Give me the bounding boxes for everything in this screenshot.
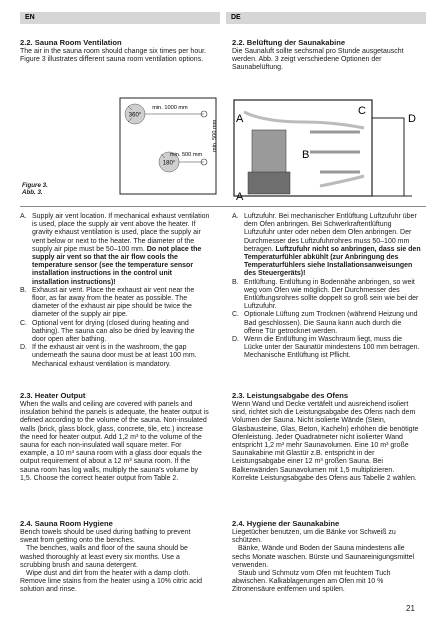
en-list-item-d: D. If the exhaust air vent is in the washroom, the gap underneath the sauna door must be at least 100 mm. Mechanical exhaust ventilation is mandatory.: [20, 344, 197, 368]
label-b: B: [302, 149, 310, 161]
de-heading-2-2: 2.2. Belüftung der Saunakabine: [232, 38, 346, 47]
divider-line: [20, 206, 426, 207]
dim-500-b: min. 500 mm: [212, 119, 218, 152]
figure-caption-de: Abb. 3.: [22, 189, 43, 196]
ventilation-diagram: [20, 92, 426, 202]
de-list-item-a: A. Luftzufuhr. Bei mechanischer Entlüftung Luftzufuhr über dem Ofen anbringen. Bei Schwerkraftentlüftung Luftzufuhr unter oder neben dem Ofen anbringen. Der Durchmesser des Luftzufuhrrohres muss 50–100 mm betragen. Luftzufuhr nicht so anbringen, dass sie den Temperaturfühler abkühlt (zur Anbringung des Temperaturfühlers siehe Installationsanweisungen des Steuergeräts)!: [232, 213, 421, 278]
de-list-item-c: C. Optionale Lüftung zum Trocknen (während Heizung und Bad geschlossen). Die Sauna kann auch durch die offene Tür getrocknet werden.: [232, 311, 418, 335]
en-list-item-c: C. Optional vent for drying (closed during heating and bathing). The sauna can also be dried by leaving the door open after bathing.: [20, 319, 195, 344]
label-a: A: [236, 113, 244, 125]
en-list-item-a: A. Supply air vent location. If mechanical exhaust ventilation is used, place the supply air vent above the heater. If gravity exhaust ventilation is used, place the supply air vent below or next to the heater. The diameter of the supply air pipe must be 50–100 mm. Do not place the supply air vent so that the air flow cools the temperature sensor (see the temperature sensor installation instructions in the control unit installation instructions)!: [20, 213, 210, 286]
en-vent-list: [20, 213, 210, 369]
de-heading-2-4: 2.4. Hygiene der Saunakabine: [232, 519, 340, 528]
de-vent-list: [232, 213, 422, 361]
label-a2: A: [236, 191, 244, 202]
circle-360-label: 360°: [128, 112, 142, 119]
figure-caption: [22, 182, 48, 196]
de-text-2-4-p1: Liegetücher benutzen, um die Bänke vor Schweiß zu schützen.: [232, 529, 396, 545]
en-text-2-4-p1: Bench towels should be used during bathing to prevent sweat from getting onto the benches.: [20, 529, 191, 545]
figure-caption-en: Figure 3.: [22, 182, 48, 189]
en-text-2-3: When the walls and ceiling are covered with panels and insulation behind the panels is adequate, the heater output is defined according to the volume of the sauna. Non-insulated walls (brick, glass block, glass, concrete, tile, etc.) increase the need for heater output. Add 1,2 m³ to the volume of the sauna for each non-insulated wall square meter. For example, a 10 m³ sauna room with a glass door equals the output requirement of about a 12 m³ sauna room. If the sauna room has log walls, multiply the sauna's volume by 1,5. Choose the correct heater output from Table 2.: [20, 401, 209, 482]
en-section-2-3: [20, 391, 210, 483]
page-number: 21: [406, 604, 415, 613]
lang-header-de: DE: [226, 12, 426, 24]
en-heading-2-3: 2.3. Heater Output: [20, 391, 86, 400]
label-d: D: [408, 113, 416, 125]
en-section-2-2: [20, 38, 210, 64]
de-text-2-4-p2: Bänke, Wände und Boden der Sauna mindestens alle sechs Monate waschen. Bürste und Saunareinigungsmittel verwenden.: [232, 545, 415, 569]
de-text-2-4-p3: Staub und Schmutz vom Ofen mit feuchtem Tuch abwischen. Kalkablagerungen am Ofen mit 10 % Zitronensäure entfernen und spülen.: [232, 570, 391, 594]
de-list-item-d: D. Wenn die Entlüftung im Waschraum liegt, muss die Lücke unter der Saunatür mindestens 100 mm betragen. Mechanische Entlüftung ist Pflicht.: [232, 336, 420, 360]
en-heading-2-2: 2.2. Sauna Room Ventilation: [20, 38, 122, 47]
circle-180-label: 180°: [162, 160, 176, 167]
lang-header-en: EN: [20, 12, 220, 24]
en-vent-list-block: [20, 213, 210, 369]
de-list-item-b: B. Entlüftung. Entlüftung in Bodennähe anbringen, so weit weg vom Ofen wie möglich. Der Durchmesser des Entlüftungsrohres sollte doppelt so groß sein wie bei der Luftzufuhr.: [232, 278, 419, 311]
en-text-2-4-p3: Wipe dust and dirt from the heater with a damp cloth. Remove lime stains from the heater using a 10% citric acid solution and rinse.: [20, 570, 203, 594]
section-view: [212, 100, 416, 202]
label-c: C: [358, 105, 366, 117]
en-text-2-4-p2: The benches, walls and floor of the sauna should be washed thoroughly at least every six months. Use a scrubbing brush and sauna detergent.: [20, 545, 188, 569]
plan-view: [120, 98, 216, 194]
ventilation-figure: [20, 92, 426, 202]
en-section-2-4: [20, 519, 210, 595]
en-list-item-b: B. Exhaust air vent. Place the exhaust air vent near the floor, as far away from the heater as possible. The diameter of the exhaust air pipe should be twice the diameter of the supply air pipe.: [20, 286, 195, 319]
de-heading-2-3: 2.3. Leistungsabgabe des Ofens: [232, 391, 349, 400]
de-section-2-4: [232, 519, 422, 595]
de-section-2-2: [232, 38, 422, 73]
en-text-2-2: The air in the sauna room should change six times per hour. Figure 3 illustrates different sauna room ventilation options.: [20, 48, 206, 64]
de-section-2-3: [232, 391, 422, 483]
de-vent-list-block: [232, 213, 422, 361]
dim-1000: min. 1000 mm: [152, 105, 188, 111]
dim-500-a: min. 500 mm: [169, 152, 203, 158]
de-text-2-2: Die Saunaluft sollte sechsmal pro Stunde ausgetauscht werden. Abb. 3 zeigt verschiedene Optionen der Saunabelüftung.: [232, 48, 404, 72]
en-heading-2-4: 2.4. Sauna Room Hygiene: [20, 519, 113, 528]
de-text-2-3: Wenn Wand und Decke vertäfelt und ausreichend isoliert sind, richtet sich die Leistungsabgabe des Ofens nach dem Volumen der Sauna. Nicht isolierte Wände (Stein, Glasbausteine, Glas, Beton, Kacheln) erhöhen die benötigte Ofenleistung. Jeder Quadratmeter nicht isolierter Wand entspricht 1,2 m³ mehr Saunavolumen. Eine 10 m³ große Saunakabine mit Glastür z.B. entspricht in der Leistungsabgabe einer 12 m³ großen Sauna. Bei Balkenwänden Saunavolumen mit 1,5 multiplizieren. Korrekte Leistungsabgabe des Ofens aus Tabelle 2 wählen.: [232, 401, 419, 482]
